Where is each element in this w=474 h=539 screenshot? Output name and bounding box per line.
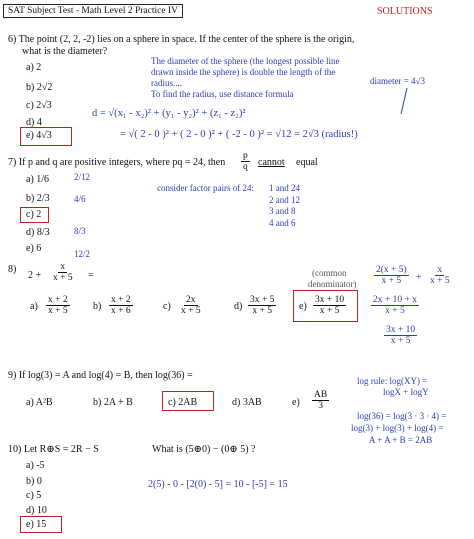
diameter-slash-line [398,86,410,116]
q7-equal: equal [296,157,318,168]
q9-choice-c[interactable]: c) 2AB [168,397,198,408]
q6-choice-e[interactable]: e) 4√3 [26,130,52,141]
q8-work-plus: + [416,272,422,283]
q8-label: 8) [8,264,17,275]
q8-choice-b-letter[interactable]: b) [93,301,102,312]
q8-work-step1b: $\frac{x}{x + 5}$ [430,265,450,286]
q7-side-value-3: 8/3 [74,226,86,236]
q8-common: (common [312,268,347,278]
q7-choice-c[interactable]: c) 2 [26,209,42,220]
q6-question: 6) The point (2, 2, -2) lies on a sphere in space. If the center of the sphere is the origin, [8,34,355,45]
q8-denominator: denominator) [308,279,357,289]
q6-question-line2: what is the diameter? [22,46,108,57]
q10-choice-b[interactable]: b) 0 [26,476,42,487]
q6-choice-d[interactable]: d) 4 [26,117,42,128]
q7-question: 7) If p and q are positive integers, where pq = 24, then [8,157,226,168]
q6-note: The diameter of the sphere (the longest possible line drawn inside the sphere) is double the length of the radius.... To find the radius, use distance formula [151,56,340,99]
q8-work-step2: $\frac{2x + 10 + x}{x + 5}$ [373,295,417,316]
q8-equals: = [88,270,94,281]
q9-work-3: A + A + B = 2AB [369,435,433,445]
q7-choice-d[interactable]: d) 8/3 [26,227,50,238]
q7-side-value-1: 2/12 [74,172,91,182]
q8-choice-b[interactable]: $\frac{x + 2}{x + 6}$ [111,295,131,316]
q6-distance-formula: d = √(x₁ - x₂)² + (y₁ - y₂)² + (z₁ - z₂)² [92,108,246,119]
q6-choice-b[interactable]: b) 2√2 [26,82,53,93]
q9-choice-b[interactable]: b) 2A + B [93,397,133,408]
q7-consider: consider factor pairs of 24: [157,183,254,193]
q7-side-value-4: 12/2 [74,249,91,259]
q8-fraction: $\frac{x}{x + 5}$ [53,262,73,283]
q7-choice-b[interactable]: b) 2/3 [26,193,50,204]
q8-choice-d[interactable]: $\frac{3x + 5}{x + 5}$ [250,295,275,316]
q8-choice-a-letter[interactable]: a) [30,301,38,312]
q8-choice-a[interactable]: $\frac{x + 2}{x + 5}$ [48,295,68,316]
q10-ask: What is (5⊕0) − (0⊕ 5) ? [152,444,256,455]
q8-choice-e-letter[interactable]: e) [299,301,307,312]
q9-work-2: log(3) + log(3) + log(4) = [351,423,444,433]
q9-work-1: log(36) = log(3 · 3 · 4) = [357,411,447,421]
q7-choice-e[interactable]: e) 6 [26,243,42,254]
q9-log-rule-2: logX + logY [383,387,429,397]
q7-fraction-pq: $\frac{p}{q}$ [243,151,248,172]
q8-choice-e[interactable]: $\frac{3x + 10}{x + 5}$ [315,295,345,316]
q7-choice-a[interactable]: a) 1/6 [26,174,50,185]
q8-choice-c[interactable]: $\frac{2x}{x + 5}$ [181,295,201,316]
q10-question: 10) Let R⊕S = 2R − S [8,444,99,455]
q9-choice-e-letter[interactable]: e) [292,397,300,408]
q8-work-step1: $\frac{2(x + 5)}{x + 5}$ [376,265,407,286]
solutions-label: SOLUTIONS [377,6,433,17]
q6-diameter: diameter = 4√3 [370,76,425,86]
q7-factor-pairs: 1 and 24 2 and 12 3 and 8 4 and 6 [269,183,300,228]
q7-side-value-2: 4/6 [74,194,86,204]
q9-log-rule: log rule: log(XY) = [357,376,428,386]
q9-choice-e[interactable]: $\frac{AB}{3}$ [314,390,328,411]
q9-choice-d[interactable]: d) 3AB [232,397,262,408]
q8-prefix: 2 + [28,270,42,281]
page-title: SAT Subject Test - Math Level 2 Practice IV [3,4,183,18]
q6-choice-c[interactable]: c) 2√3 [26,100,52,111]
q10-choice-e[interactable]: e) 15 [26,519,47,530]
q10-choice-a[interactable]: a) -5 [26,460,45,471]
q10-choice-c[interactable]: c) 5 [26,490,42,501]
q10-choice-d[interactable]: d) 10 [26,505,47,516]
q8-work-step3: $\frac{3x + 10}{x + 5}$ [386,325,416,346]
q9-question: 9) If log(3) = A and log(4) = B, then log(36) = [8,370,193,381]
q6-calculation: = √( 2 - 0 )² + ( 2 - 0 )² + ( -2 - 0 )² = √12 = 2√3 (radius!) [120,129,358,140]
q9-choice-a[interactable]: a) A²B [26,397,53,408]
q6-choice-a[interactable]: a) 2 [26,62,42,73]
q8-choice-c-letter[interactable]: c) [163,301,171,312]
q8-choice-d-letter[interactable]: d) [234,301,243,312]
q7-cannot: cannot [258,157,285,168]
q10-work: 2(5) - 0 - [2(0) - 5] = 10 - [-5] = 15 [148,479,288,490]
